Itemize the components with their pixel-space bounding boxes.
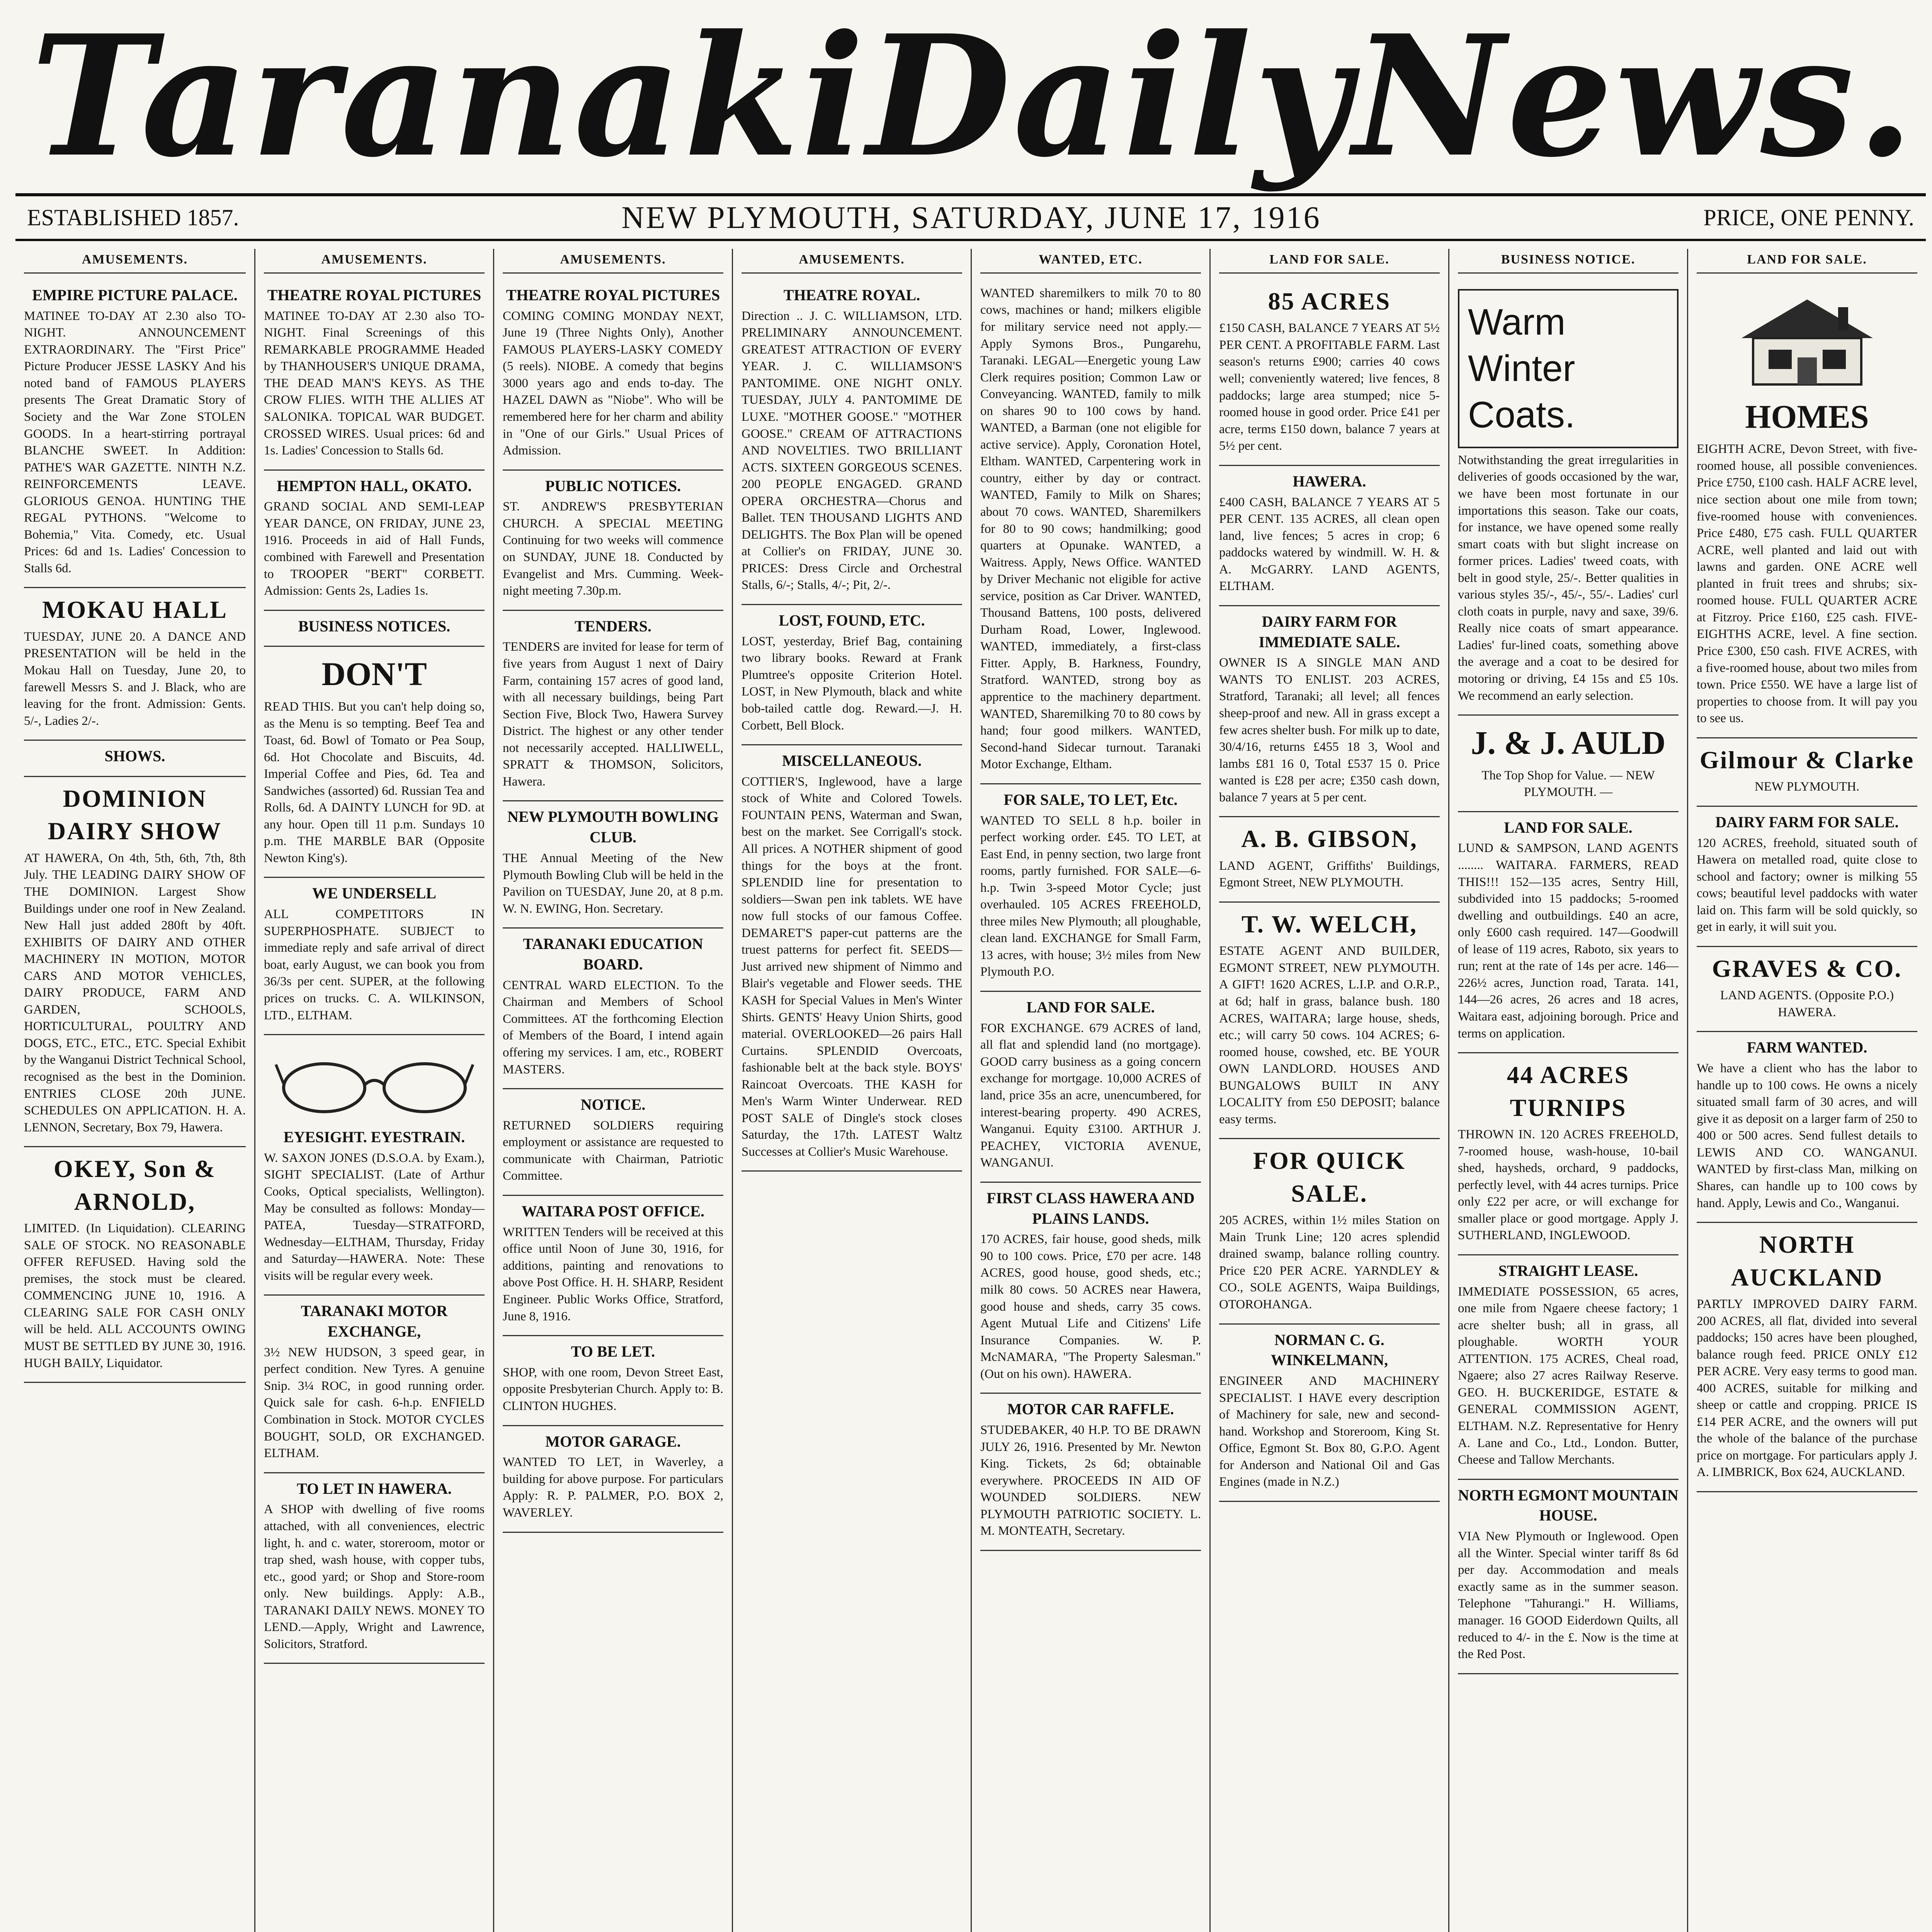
advert-title: NORMAN C. G. WINKELMANN, [1270,1331,1388,1369]
advert-to-let-hawera [264,1473,485,1664]
advert-body: £400 CASH, BALANCE 7 YEARS AT 5 PER CENT. 135 ACRES, all clean open land, live fences; 5 acres in crop; 6 paddocks watered by windmill. W. H. & A. McGARRY. LAND AGENTS, ELTHAM. [1219,495,1440,594]
advert-body: £150 CASH, BALANCE 7 YEARS AT 5½ PER CENT. A PROFITABLE FARM. Last season's returns £900; carries 40 cows well; conveniently watered; live fences, 8 paddocks; large area stumped; nice 5-roomed house in good order. Price £41 per acre, terms £150 down, balance 7 years at 5½ per cent. [1219,321,1440,453]
column-heading: AMUSEMENTS. [503,249,723,274]
advert-body: We have a client who has the labor to handle up to 100 cows. He owns a nicely situated small farm of 30 acres, and will give it as deposit on a larger farm of 250 to 400 or 500 acres. Send fullest details to LEWIS AND CO. WANGANUI. WANTED by first-class Man, milking on Shares, can handle up to 100 cows by hand. Apply, Lewis and Co., Wanganui. [1697,1061,1917,1210]
advert-body: 170 ACRES, fair house, good sheds, milk 90 to 100 cows. Price, £70 per acre. 148 ACRES, good house, good sheds, etc.; milk 80 cows. 50 ACRES near Hawera, good house and sheds, carry 35 cows. Agent Mutual Life and Citizens' Life Insurance Companies. W. P. McNAMARA, "The Property Salesman." (Out on his own). HAWERA. [980,1232,1201,1381]
land-exchange-section [980,992,1201,1183]
advert-body: The Top Shop for Value. — NEW PLYMOUTH. — [1481,768,1655,799]
advert-title: NORTH EGMONT MOUNTAIN HOUSE. [1458,1486,1679,1524]
column-7 [1448,249,1687,1932]
advert-pantomime [742,280,962,605]
advert-title: LAND FOR SALE. [1026,998,1155,1016]
advert-title: FOR SALE, TO LET, Etc. [1003,791,1178,808]
advert-body: COTTIER'S, Inglewood, have a large stock of White and Colored Towels. FOUNTAIN PENS, Waterman and Swan, best on the market. See Corrigall's stock. All prices. A NOTHER shipment of good things for the boys at the front. SPLENDID line for presentation to soldiers—Swan pen ink tablets. WE have now full stocks of our famous Coffee. DEMARET'S paper-cut patterns are the truest patterns for perfect fit. SEEDS—Just arrived new shipment of Nimmo and Blair's vegetable and Flower seeds. THE KASH for Special Values in Men's Winter Shirts. GENTS' Heavy Union Shirts, good material. OVERLOOKED—26 pairs Hall Curtains. SPLENDID Overcoats, fashionable belt at the back style. BOYS' Raincoat Overcoats. THE KASH for Men's Warm Winter Underwear. RED POST SALE of Dingle's stock closes Saturday, the 17th. LATEST Waltz Successes at Collier's Music Warehouse. [742,774,962,1159]
advert-body: ENGINEER AND MACHINERY SPECIALIST. I HAVE every description of Machinery for sale, new and second-hand. Workshop and Storeroom, King St. Office, Egmont St. Box 80, G.P.O. Agent for Anderson and National Oil and Gas Engines (made in N.Z.) [1219,1374,1440,1489]
section-shows [24,741,246,777]
advert-welch [1219,903,1440,1139]
advert-title: MOTOR GARAGE. [545,1432,681,1450]
advert-title: WE UNDERSELL [312,884,437,902]
advert-title: LOST, FOUND, ETC. [779,611,925,629]
advert-okey-son-arnold [24,1147,246,1383]
advert-superphosphate [264,878,485,1035]
advert-turnips [1458,1053,1679,1255]
advert-body: WANTED TO SELL 8 h.p. boiler in perfect working order. £45. TO LET, at East End, in penny section, two large front rooms, partly furnished. FOR SALE—6-h.p. Twin 3-speed Motor Cycle; just overhauled. 105 ACRES FREEHOLD, three miles New Plymouth; all ploughable, clean land. EXCHANGE for Small Farm, 13 acres, with house; 3½ miles from New Plymouth P.O. [980,813,1201,979]
advert-title: DON'T [321,655,427,693]
advert-body: LAND AGENT, Griffiths' Buildings, Egmont Street, NEW PLYMOUTH. [1219,859,1440,890]
masthead-word-3: News. [1353,0,1917,194]
waitara-post-office-notice [503,1196,723,1336]
place-date: NEW PLYMOUTH, SATURDAY, JUNE 17, 1916 [621,200,1321,235]
advert-body: WANTED sharemilkers to milk 70 to 80 cows, machines or hand; milkers eligible for military service need not apply.—Apply Symons Bros., Pungarehu, Taranaki. LEGAL—Energetic young Law Clerk requires position; Common Law or Conveyancing. WANTED, family to milk on shares 90 to 100 cows by hand. WANTED, a Barman (one not eligible for active service). Apply, Coronation Hotel, Eltham. WANTED, Carpentering work in country, either by day or contract. WANTED, Family to Milk on Shares; about 70 cows. WANTED, Sharemilkers for 80 to 90 cows; handmilking; good quarters at Opunake. WANTED, a Waitress. Apply, News Office. WANTED by Driver Mechanic not eligible for active service, position as Car Driver. WANTED, Thousand Battens, 100 posts, delivered Durham Road, Lower, Inglewood. WANTED, immediately, a first-class Fitter. Apply, B. Harkness, Foundry, Stratford. WANTED, strong boy as apprentice to the machinery department. WANTED, Sharemilking 70 to 80 cows by hand; four good milkers. WANTED, Second-hand Sidecar turnout. Taranaki Motor Exchange, Eltham. [980,286,1201,772]
advert-body: MATINEE TO-DAY AT 2.30 also TO-NIGHT. Final Screenings of this REMARKABLE PROGRAMME Headed by THANHOUSER'S UNIQUE DRAMA, THE DEAD MAN'S KEYS. AS THE CROW FLIES. WITH THE ALLIES AT SALONIKA. TOPICAL WAR BUDGET. CROSSED WIRES. Usual prices: 6d and 1s. Ladies' Concession to Stalls 6d. [264,309,485,458]
advert-body: 205 ACRES, within 1½ miles Station on Main Trunk Line; 120 acres splendid drained swamp, balance rolling country. Price £20 PER ACRE. YARNDLEY & CO., SOLE AGENTS, Waipa Buildings, OTOROHANGA. [1219,1213,1440,1312]
advert-niobe [503,280,723,471]
advert-body: LOST, yesterday, Brief Bag, containing two library books. Reward at Frank Plumtree's opposite Criterion Hotel. LOST, in New Plymouth, black and white bob-tailed cattle dog. Reward.—J. H. Corbett, Bell Block. [742,634,962,733]
masthead-word-1: Taranaki [31,0,867,194]
advert-hempton-hall [264,471,485,611]
returned-soldiers-notice [503,1089,723,1196]
advert-winter-coats [1458,280,1679,716]
advert-title: NOTICE. [580,1096,646,1114]
advert-body: RETURNED SOLDIERS requiring employment or assistance are requested to communicate with Chairman, Patriotic Committee. [503,1118,723,1183]
house-icon [1726,292,1888,388]
advert-title: STRAIGHT LEASE. [1498,1262,1638,1279]
advert-body: AT HAWERA, On 4th, 5th, 6th, 7th, 8th July. THE LEADING DAIRY SHOW OF THE DOMINION. Largest Show Buildings under one roof in New Zealand. New Hall just added 280ft by 40ft. EXHIBITS OF DAIRY AND OTHER MACHINERY IN MOTION, MOTOR CARS AND MOTOR VEHICLES, DAIRY PRODUCE, FARM AND GARDEN, SCHOOLS, HORTICULTURAL, POULTRY AND DOGS, ETC., ETC., ETC. Special Exhibit by the Wanganui District Technical School, recognised as the best in the Dominion. ENTRIES CLOSE 20th JUNE. SCHEDULES ON APPLICATION. H. A. LENNON, Secretary, Box 79, Hawera. [24,851,246,1134]
advert-body: OWNER IS A SINGLE MAN AND WANTS TO ENLIST. 203 ACRES, Stratford, Taranaki; all level; all fences sheep-proof and new. All in grass except a few acres shelter bush. For milk up to date, 30/4/16, returns £455 18 3, Wool and lambs £81 16 0, Total £537 15 0. Price wanted is £28 per acre; £350 cash down, balance 7 years at 5 per cent. [1219,656,1440,804]
advert-title: DAIRY FARM FOR IMMEDIATE SALE. [1259,612,1400,651]
advert-title: NEW PLYMOUTH BOWLING CLUB. [507,808,719,846]
motor-garage-notice [503,1426,723,1533]
advert-quick-sale [1219,1139,1440,1324]
section-heading: SHOWS. [104,747,165,765]
advert-body: GRAND SOCIAL AND SEMI-LEAP YEAR DANCE, ON FRIDAY, JUNE 23, 1916. Proceeds in aid of Hall Funds, combined with Farewell and Presentation to TROOPER "BERT" CORBETT. Admission: Gents 2s, Ladies 1s. [264,500,485,598]
advert-title: NORTH AUCKLAND [1731,1231,1883,1291]
advert-title: PUBLIC NOTICES. [545,477,681,495]
advert-body: A SHOP with dwelling of five rooms attached, with all conveniences, electric light, h. and c. water, storeroom, motor or trap shed, wash house, with copper tubs, etc., good yard; or Shop and Store-room only. New buildings. Apply: A.B., TARANAKI DAILY NEWS. MONEY TO LEND.—Apply, Wright and Lawrence, Solicitors, Stratford. [264,1502,485,1651]
advert-title: THEATRE ROYAL PICTURES [267,286,481,304]
advert-lund-sampson [1458,812,1679,1053]
wanted-section [980,280,1201,784]
advert-title: THEATRE ROYAL. [783,286,920,304]
advert-title: TO LET IN HAWERA. [297,1480,452,1497]
advert-hawera-land [1219,466,1440,606]
column-5 [971,249,1209,1932]
column-heading: WANTED, ETC. [980,249,1201,274]
advert-body: EIGHTH ACRE, Devon Street, with five-roomed house, all possible conveniences. Price £750, £100 cash. HALF ACRE level, nice section about one mile from town; five-roomed house with conveniences. Price £480, £75 cash. FULL QUARTER ACRE, well planted and laid out with lawns and garden. ONE ACRE well planted in fruit trees and shrubs; six-roomed house. FULL QUARTER ACRE at Fitzroy. Price £160, £25 cash. FIVE-EIGHTHS ACRE, level. A fine section. Price £300, £50 cash. FIVE ACRES, with a five-roomed house, about two miles from town. Price £550. WE have a large list of properties to choose from. It will pay you to see us. [1697,442,1917,726]
advert-body: 120 ACRES, freehold, situated south of Hawera on metalled road, quite close to school and factory; owner is milking 55 cows; beautiful level paddocks with water laid on. This farm will be sold quickly, so get in early, it will suit you. [1697,836,1917,934]
bowling-club-notice [503,801,723,929]
advert-title: WAITARA POST OFFICE. [521,1202,705,1220]
advert-body: COMING COMING MONDAY NEXT, June 19 (Three Nights Only), Another FAMOUS PLAYERS-LASKY COMEDY (5 reels). NIOBE. A comedy that begins 3000 years ago and ends to-day. The HAZEL DAWN as "Niobe". Who will be remembered here for her charm and ability in "One of our Girls." Usual Prices of Admission. [503,309,723,458]
columns-grid [15,249,1926,1932]
advert-title: FIRST CLASS HAWERA AND PLAINS LANDS. [986,1189,1195,1227]
advert-title: TARANAKI MOTOR EXCHANGE, [301,1302,448,1340]
advert-dairy-farm [1219,606,1440,818]
advert-homes [1697,280,1917,738]
advert-body: ESTATE AGENT AND BUILDER, EGMONT STREET, NEW PLYMOUTH. A GIFT! 1620 ACRES, L.I.P. and O.R.P., at 6d; half in grass, balance bush. 180 ACRES, WAITARA; large house, sheds, etc.; will carry 50 cows. 104 ACRES; 6-roomed house, cowshed, etc. BE YOUR OWN LANDLORD. HOUSES AND BUNGALOWS BUILT IN ANY LOCALITY from £50 DEPOSIT; balance easy terms. [1219,944,1440,1126]
advert-title: HAWERA. [1293,472,1366,490]
advert-85-acres [1219,280,1440,466]
advert-body: LAND AGENTS. (Opposite P.O.) HAWERA. [1720,988,1894,1019]
advert-empire-picture-palace [24,280,246,588]
advert-body: IMMEDIATE POSSESSION, 65 acres, one mile from Ngaere cheese factory; 1 acre shelter bush; all in grass, all ploughable. WORTH YOUR ATTENTION. 175 ACRES, Cheal road, Ngaere; also 27 acres Railway Reserve. GEO. H. BUCKERIDGE, ESTATE & GENERAL COMMISSION AGENT, ELTHAM. N.Z. Representative for Henry A. Lane and Co., Ltd., London. Butter, Cheese and Tallow Merchants. [1458,1284,1679,1467]
lost-found-section [742,605,962,745]
tenders-notice [503,611,723,802]
advert-body: W. SAXON JONES (D.S.O.A. by Exam.), SIGHT SPECIALIST. (Late of Arthur Cooks, Optical specialists, Wellington). May be consulted as follows: Monday—PATEA, Tuesday—STRATFORD, Wednesday—ELTHAM, Thursday, Friday and Saturday—HAWERA. Note: These visits will be regular every week. [264,1151,485,1283]
to-be-let-notice [503,1336,723,1426]
advert-title: T. W. WELCH, [1241,910,1418,938]
advert-body: SHOP, with one room, Devon Street East, opposite Presbyterian Church. Apply to: B. CLINTON HUGHES. [503,1365,723,1413]
advert-body: TENDERS are invited for lease for term of five years from August 1 next of Dairy Farm, containing 157 acres of good land, with all necessary buildings, being Part Section Five, Block Two, Hawera Survey District. The highest or any other tender not necessarily accepted. HALLIWELL, SPRATT & THOMSON, Solicitors, Hawera. [503,640,723,789]
dateline-bar [15,193,1926,241]
column-1 [15,249,254,1932]
advert-marble-bar [264,647,485,878]
advert-title: TENDERS. [575,617,651,635]
advert-body: READ THIS. But you can't help doing so, as the Menu is so tempting. Beef Tea and Toast, 6d. Bowl of Tomato or Pea Soup, 6d. Hot Chocolate and Biscuits, 4d. Imperial Coffee and Pies, 6d. Tea and Sandwiches (assorted) 6d. Russian Tea and Rolls, 6d. A DAINTY LUNCH for 9D. at any hour. Open till 11 p.m. Sundays 10 p.m. THE MARBLE BAR (Opposite Newton King's). [264,699,485,865]
advert-gilmour-clarke [1697,738,1917,807]
masthead [15,0,1926,193]
advert-title: MOKAU HALL [42,596,228,624]
column-2 [254,249,493,1932]
advert-body: PARTLY IMPROVED DAIRY FARM. 200 ACRES, all flat, divided into several paddocks; 150 acres have been ploughed, balance rough feed. PRICE ONLY £12 PER ACRE. Very easy terms to good man. 400 ACRES, suitable for milking and sheep or cattle and cropping. PRICE IS £14 PER ACRE, and the owners will put the whole of the balance of the purchase price on mortgage. For particulars apply J. A. LIMBRICK, Box 624, AUCKLAND. [1697,1297,1917,1480]
for-sale-to-let-section [980,784,1201,992]
advert-title: J. & J. AULD [1471,724,1666,762]
advert-body: NEW PLYMOUTH. [1754,780,1860,794]
section-heading: BUSINESS NOTICES. [298,617,451,635]
advert-sight-specialist [264,1035,485,1296]
advert-body: VIA New Plymouth or Inglewood. Open all the Winter. Special winter tariff 8s 6d per day. Accommodation and meals exactly same as in the summer season. Telephone "Tahurangi." H. Williams, manager. 16 GOOD Eiderdown Quilts, all reduced to 4/- in the £. Now is the time at the Red Post. [1458,1529,1679,1662]
advert-body: LUND & SAMPSON, LAND AGENTS ........ WAITARA. FARMERS, READ THIS!!! 152—135 acres, Sentry Hill, subdivided into 15 paddocks; 5-roomed dwelling and outbuildings. £40 an acre, only £600 cash required. 147—Goodwill of lease of 119 acres, Raboto, six years to run; rent at the rate of 14s per acre. 146—226½ acres, Junction road, Tarata. 141, 144—26 acres, 26 acres and 18 acres, Waitara east, adjoining borough. Price and terms on application. [1458,841,1679,1041]
advert-title: TARANAKI EDUCATION BOARD. [523,935,703,973]
advert-title: MISCELLANEOUS. [782,752,922,770]
column-4 [732,249,971,1932]
advert-title: HEMPTON HALL, OKATO. [277,477,472,495]
advert-body: Direction .. J. C. WILLIAMSON, LTD. PRELIMINARY ANNOUNCEMENT. GREATEST ATTRACTION OF EVERY YEAR. J. C. WILLIAMSON'S PANTOMIME. ONE NIGHT ONLY. TUESDAY, JULY 4. PANTOMIME DE LUXE. "MOTHER GOOSE." "MOTHER GOOSE." CREAM OF ATTRACTIONS AND NOVELTIES. TWO BRILLIANT ACTS. SIXTEEN GORGEOUS SCENES. 200 PEOPLE ENGAGED. GRAND OPERA ORCHESTRA—Chorus and Ballet. TEN THOUSAND LIGHTS AND DELIGHTS. The Box Plan will be opened at Collier's on FRIDAY, JUNE 30. PRICES: Dress Circle and Orchestral Stalls, 6/-; Stalls, 4/-; Pit, 2/-. [742,309,962,592]
advert-title: Gilmour & Clarke [1699,746,1915,774]
advert-body: CENTRAL WARD ELECTION. To the Chairman and Members of School Committees. AT the forthcoming Election of Members of the Board, I intend again offering my services. I am, etc., ROBERT MASTERS. [503,978,723,1077]
spectacles-illustration [264,1045,485,1122]
advert-north-auckland [1697,1223,1917,1492]
advert-body: MATINEE TO-DAY AT 2.30 also TO-NIGHT. ANNOUNCEMENT EXTRAORDINARY. The "First Price" Picture Producer JESSE LASKY And his noted band of FAMOUS PLAYERS presents The Great Dramatic Story of Society and the War Zone STOLEN GOODS. In a heart-stirring portrayal BLANCHE SWEET. In Addition: PATHE'S WAR GAZETTE. NINTH N.Z. REINFORCEMENTS LEAVE. GLORIOUS GENOA. HUNTING THE REGAL PYTHONS. "Welcome to Bohemia," Vita. Comedy, etc. Usual Prices: 6d and 1s. Ladies' Concession to Stalls 6d. [24,309,246,575]
column-heading: LAND FOR SALE. [1697,249,1917,274]
advert-body: FOR EXCHANGE. 679 ACRES of land, all flat and splendid land (no mortgage). GOOD carry business as a going concern exchange for mortgage. 10,000 ACRES of land, price 35s an acre, unencumbered, for interest-bearing property. 490 ACRES, Wanganui. Equity £3100. ARTHUR J. PEACHEY, VICTORIA AVENUE, WANGANUI. [980,1021,1201,1170]
advert-auld [1458,716,1679,812]
spectacles-icon [274,1049,475,1119]
miscellaneous-section [742,745,962,1172]
advert-title: A. B. GIBSON, [1241,825,1418,853]
advert-title: 85 ACRES [1268,287,1391,315]
advert-body: WANTED TO LET, in Waverley, a building for above purpose. For particulars Apply: R. P. PALMER, P.O. BOX 2, WAVERLEY. [503,1455,723,1520]
established-text: ESTABLISHED 1857. [27,204,239,230]
advert-title: OKEY, Son & ARNOLD, [53,1155,216,1215]
advert-dairy-farm-sale [1697,807,1917,947]
advert-mokau-hall [24,588,246,741]
winter-coats-box: Warm Winter Coats. [1458,289,1679,448]
advert-body: ALL COMPETITORS IN SUPERPHOSPHATE. SUBJECT to immediate reply and safe arrival of direct boat, early August, we can book you from 36/3s per cent. SUPER, at the following prices on trucks. C. A. WILKINSON, LTD., ELTHAM. [264,907,485,1022]
advert-body: TUESDAY, JUNE 20. A DANCE AND PRESENTATION will be held in the Mokau Hall on Tuesday, June 20, to farewell Messrs S. and J. Black, who are leaving for the front. Admission: Gents. 5/-, Ladies 2/-. [24,629,246,728]
house-illustration [1697,290,1917,390]
education-board-notice [503,929,723,1089]
column-heading: AMUSEMENTS. [264,249,485,274]
column-heading: BUSINESS NOTICE. [1458,249,1679,274]
advert-title: MOTOR CAR RAFFLE. [1007,1400,1174,1418]
advert-body: 3½ NEW HUDSON, 3 speed gear, in perfect condition. New Tyres. A genuine Snip. 3¼ ROC, in good running order. Quick sale for cash. 6-h.p. ENFIELD Combination in Stock. MOTOR CYCLES BOUGHT, SOLD, OR EXCHANGED. ELTHAM. [264,1345,485,1461]
public-notices [503,471,723,611]
advert-title: TO BE LET. [571,1343,655,1361]
advert-body: WRITTEN Tenders will be received at this office until Noon of June 30, 1916, for additions, painting and renovations to above Post Office. H. H. SHARP, Resident Engineer. Public Works Office, Stratford, June 8, 1916. [503,1225,723,1323]
advert-title: EYESIGHT. EYESTRAIN. [283,1128,465,1146]
advert-title: DAIRY FARM FOR SALE. [1715,813,1899,831]
advert-farm-wanted [1697,1032,1917,1223]
advert-title: THEATRE ROYAL PICTURES [506,286,720,304]
advert-title: 44 ACRES TURNIPS [1507,1061,1630,1121]
advert-title: DOMINION DAIRY SHOW [48,784,222,845]
motor-car-raffle [980,1394,1201,1551]
advert-body: LIMITED. (In Liquidation). CLEARING SALE OF STOCK. NO REASONABLE OFFER REFUSED. Having sold the premises, the stock must be cleared. COMMENCING JUNE 10, 1916. A CLEARING SALE FOR CASH ONLY will be held. ALL ACCOUNTS OWING MUST BE SETTLED BY JUNE 30, 1916. HUGH BAILY, Liquidator. [24,1221,246,1370]
advert-mountain-house [1458,1480,1679,1674]
advert-dairy-show [24,777,246,1147]
column-6 [1209,249,1448,1932]
column-heading: AMUSEMENTS. [742,249,962,274]
price-text: PRICE, ONE PENNY. [1703,204,1914,230]
advert-winkelmann [1219,1325,1440,1502]
column-8 [1687,249,1926,1932]
advert-graves [1697,947,1917,1032]
advert-title: FARM WANTED. [1747,1039,1867,1056]
column-heading: AMUSEMENTS. [24,249,246,274]
masthead-word-2: Daily [867,0,1353,194]
advert-title: EMPIRE PICTURE PALACE. [32,286,238,304]
section-business-notices [264,611,485,647]
advert-body: Notwithstanding the great irregularities in deliveries of goods occasioned by the war, we have been most fortunate in our importations this season. Take our coats, for instance, we have opened some really smart coats with but slight increase on former prices. Ladies' tweed coats, with belt in good style, 25/-. Better qualities in various styles 35/-, 45/-, 55/-. Ladies' curl cloth coats in purple, navy and saxe, 39/6. Really nice coats of smart appearance. Ladies' fur-lined coats, something above the average and a coat to be desired for motoring or driving, £4 15s and £5 10s. We recommend an early selection. [1458,453,1679,703]
advert-body: ST. ANDREW'S PRESBYTERIAN CHURCH. A SPECIAL MEETING Continuing for two weeks will commence on SUNDAY, JUNE 18. Conducted by Evangelist and Mrs. Cumming. Week-night meeting 7.30p.m. [503,500,723,598]
advert-motor-exchange [264,1296,485,1473]
column-3 [493,249,732,1932]
advert-title: HOMES [1745,398,1869,435]
column-heading: LAND FOR SALE. [1219,249,1440,274]
advert-body: THE Annual Meeting of the New Plymouth Bowling Club will be held in the Pavilion on TUESDAY, June 20, at 8 p.m. W. N. EWING, Hon. Secretary. [503,851,723,916]
advert-theatre-royal-pictures [264,280,485,471]
advert-gibson [1219,817,1440,903]
advert-title: GRAVES & CO. [1712,954,1902,982]
advert-title: LAND FOR SALE. [1504,818,1633,836]
advert-straight-lease [1458,1255,1679,1480]
advert-title: FOR QUICK SALE. [1253,1147,1406,1207]
advert-body: THROWN IN. 120 ACRES FREEHOLD, 7-roomed house, wash-house, 10-bail shed, haysheds, orchard, 9 paddocks, perfectly level, with 44 acres turnips. Price only £22 per acre, or will exchange for smaller place or good mortgage. Apply J. SUTHERLAND, INGLEWOOD. [1458,1127,1679,1243]
hawera-plains-lands [980,1183,1201,1394]
advert-body: STUDEBAKER, 40 H.P. TO BE DRAWN JULY 26, 1916. Presented by Mr. Newton King. Tickets, 2s 6d; obtainable everywhere. PROCEEDS IN AID OF WOUNDED SOLDIERS. NEW PLYMOUTH PATRIOTIC SOCIETY. L. M. MONTEATH, Secretary. [980,1423,1201,1538]
